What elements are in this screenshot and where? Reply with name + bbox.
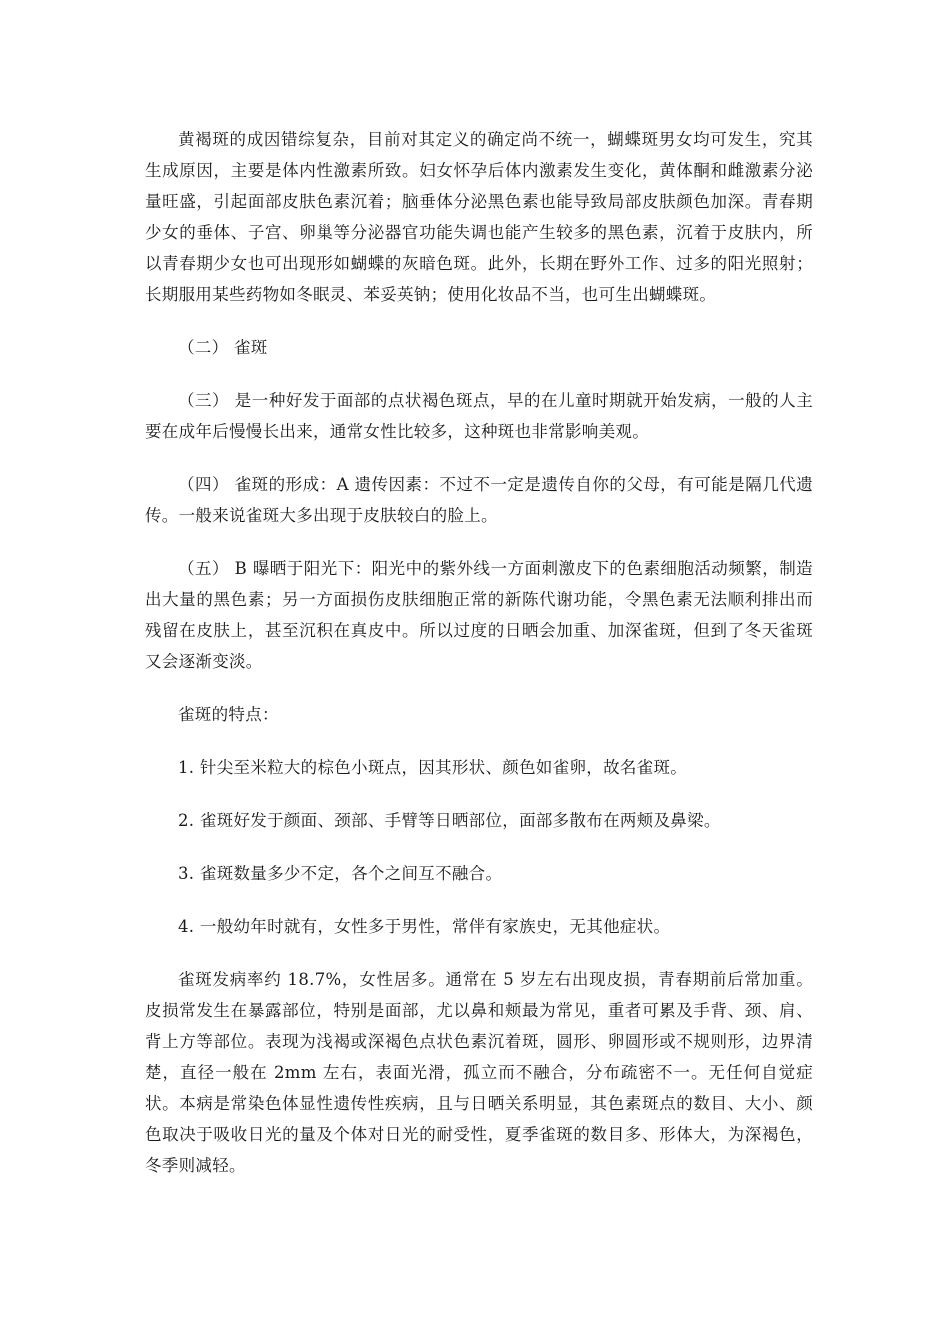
paragraph-freckles-intro: （三） 是一种好发于面部的点状褐色斑点，早的在儿童时期就开始发病，一般的人主要在成年后慢慢长出来，通常女性比较多，这种斑也非常影响美观。: [145, 391, 813, 441]
heading-freckles-features: 雀斑的特点：: [178, 705, 279, 724]
paragraph-melasma-causes: 黄褐斑的成因错综复杂，目前对其定义的确定尚不统一，蝴蝶斑男女均可发生，究其生成原因，主要是体内性激素所致。妇女怀孕后体内激素发生变化，黄体酮和雌激素分泌量旺盛，引起面部皮肤色素沉着；脑垂体分泌黑色素也能导致局部皮肤颜色加深。青春期少女的垂体、子宫、卵巢等分泌器官功能失调也能产生较多的黑色素，沉着于皮肤内，所以青春期少女也可出现形如蝴蝶的灰暗色斑。此外，长期在野外工作、过多的阳光照射；长期服用某些药物如冬眠灵、苯妥英钠；使用化妆品不当，也可生出蝴蝶斑。: [145, 130, 813, 304]
list-item-feature-3: 3. 雀斑数量多少不定，各个之间互不融合。: [178, 864, 503, 883]
list-item-feature-2: 2. 雀斑好发于颜面、颈部、手臂等日晒部位，面部多散布在两颊及鼻梁。: [178, 811, 721, 830]
list-item-feature-4: 4. 一般幼年时就有，女性多于男性，常伴有家族史，无其他症状。: [178, 917, 671, 936]
heading-freckles: （二） 雀斑: [178, 338, 268, 357]
paragraph-freckles-incidence: 雀斑发病率约 18.7%，女性居多。通常在 5 岁左右出现皮损，青春期前后常加重。皮损常发生在暴露部位，特别是面部，尤以鼻和颊最为常见，重者可累及手背、颈、肩、背上方等部位。表现为浅褐或深褐色点状色素沉着斑，圆形、卵圆形或不规则形，边界清楚，直径一般在 2mm 左右，表面光滑，孤立而不融合，分布疏密不一。无任何自觉症状。本病是常染色体显性遗传性疾病，且与日晒关系明显，其色素斑点的数目、大小、颜色取决于吸收日光的量及个体对日光的耐受性，夏季雀斑的数目多、形体大，为深褐色，冬季则减轻。: [145, 970, 813, 1175]
paragraph-freckles-formation-genetic: （四） 雀斑的形成：A 遗传因素：不过不一定是遗传自你的父母，有可能是隔几代遗传。一般来说雀斑大多出现于皮肤较白的脸上。: [145, 475, 813, 525]
document-body: [145, 124, 813, 1203]
paragraph-freckles-formation-sun: （五） B 曝晒于阳光下：阳光中的紫外线一方面刺激皮下的色素细胞活动频繁，制造出大量的黑色素；另一方面损伤皮肤细胞正常的新陈代谢功能，令黑色素无法顺利排出而残留在皮肤上，甚至沉积在真皮中。所以过度的日晒会加重、加深雀斑，但到了冬天雀斑又会逐渐变淡。: [145, 559, 813, 671]
list-item-feature-1: 1. 针尖至米粒大的棕色小斑点，因其形状、颜色如雀卵，故名雀斑。: [178, 758, 688, 777]
